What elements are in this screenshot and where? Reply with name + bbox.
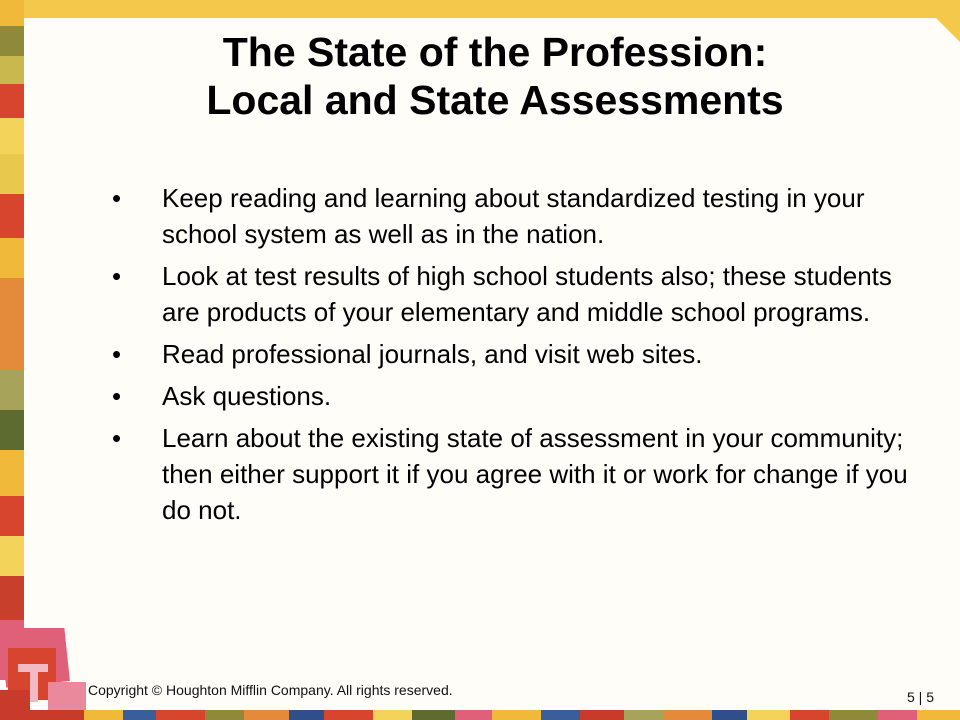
bullet-text-3: Read professional journals, and visit web sites. [162,339,703,369]
bullet-item-5 [108,420,908,528]
left-decorative-strip [0,0,24,720]
copyright-notice: Copyright © Houghton Mifflin Company. All rights reserved. [88,682,453,698]
slide-title-line-2: Local and State Assessments [206,77,784,123]
bullet-text-2: Look at test results of high school students also; these students are products of your elementary and middle school programs. [162,261,892,327]
page-number: 5 | 5 [907,689,934,705]
bullet-text-1: Keep reading and learning about standardized testing in your school system as well as in the nation. [162,183,865,249]
bullet-item-4 [108,378,908,414]
bullet-dot-icon: • [112,339,122,369]
bullet-dot-icon: • [112,381,122,411]
bullet-list [108,180,908,534]
bullet-text-5: Learn about the existing state of assessment in your community; then either support it if you agree with it or work for change if you do not. [162,423,908,525]
slide-title [100,28,890,124]
slide-title-line-1: The State of the Profession: [222,29,768,75]
bullet-item-2 [108,258,908,330]
bottom-left-decoration [0,628,86,720]
bullet-text-4: Ask questions. [162,381,332,411]
bottom-decorative-strip [0,710,960,720]
bullet-dot-icon: • [112,183,122,213]
bullet-item-1 [108,180,908,252]
bullet-dot-icon: • [112,423,122,453]
bullet-item-3 [108,336,908,372]
bullet-dot-icon: • [112,261,122,291]
top-decorative-band [0,0,960,18]
